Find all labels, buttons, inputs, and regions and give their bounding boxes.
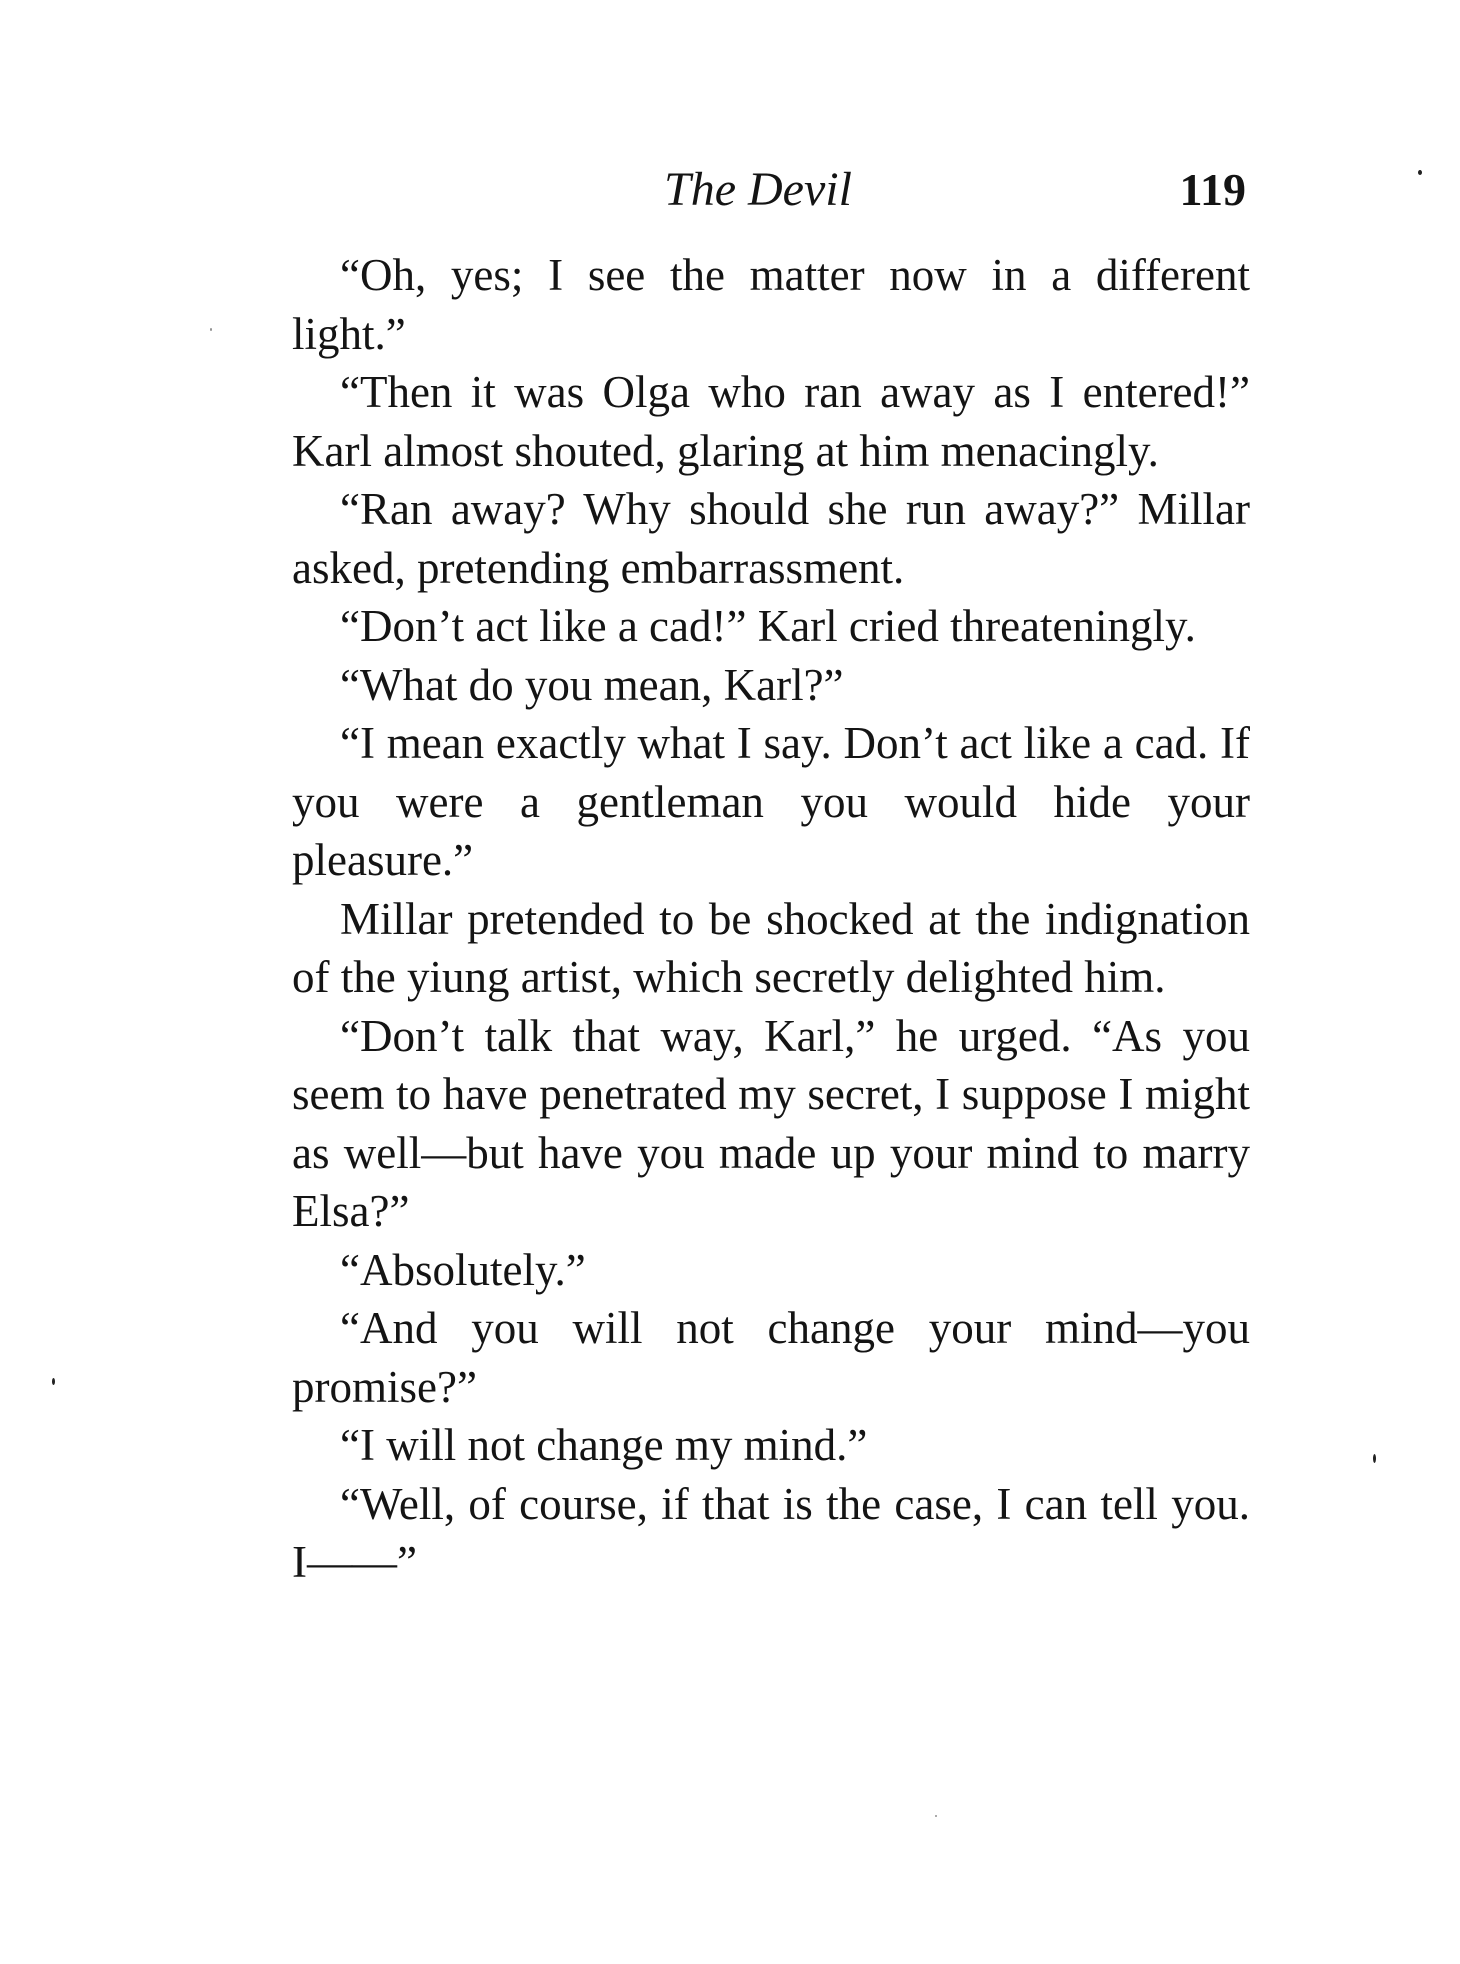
running-head: [290, 160, 1250, 220]
paragraph: “Oh, yes; I see the matter now in a different light.”: [292, 250, 1250, 359]
paragraph: “Ran away? Why should she run away?” Millar asked, pretending embarrassment.: [292, 484, 1250, 593]
paragraph: “I mean exactly what I say. Don’t act like a cad. If you were a gentleman you would hide your pleasure.”: [292, 718, 1250, 885]
paragraph: “Don’t act like a cad!” Karl cried threateningly.: [340, 601, 1196, 651]
scan-speck: [210, 328, 212, 331]
paragraph: “Then it was Olga who ran away as I entered!” Karl almost shouted, glaring at him menacingly.: [292, 367, 1250, 476]
paragraph: “I will not change my mind.”: [340, 1420, 868, 1470]
paragraph: “What do you mean, Karl?”: [340, 659, 844, 710]
scan-speck: [935, 1815, 937, 1817]
scan-speck: [1373, 1454, 1376, 1463]
paragraph: “And you will not change your mind—you promise?”: [292, 1303, 1250, 1412]
scan-speck: [1418, 170, 1422, 175]
paragraph: “Absolutely.”: [340, 1244, 586, 1295]
running-head-title: The Devil: [664, 163, 852, 216]
paragraph: “Don’t talk that way, Karl,” he urged. “As you seem to have penetrated my secret, I suppose I might as well—but have you made up your mind to marry Elsa?”: [292, 1010, 1250, 1236]
scan-speck: [52, 1378, 55, 1385]
paragraph: “Well, of course, if that is the case, I can tell you. I——”: [292, 1478, 1250, 1587]
body-text: [292, 246, 1250, 1592]
paragraph: Millar pretended to be shocked at the indignation of the yiung artist, which secretly delighted him.: [292, 893, 1250, 1002]
page-number: 119: [1179, 164, 1246, 215]
